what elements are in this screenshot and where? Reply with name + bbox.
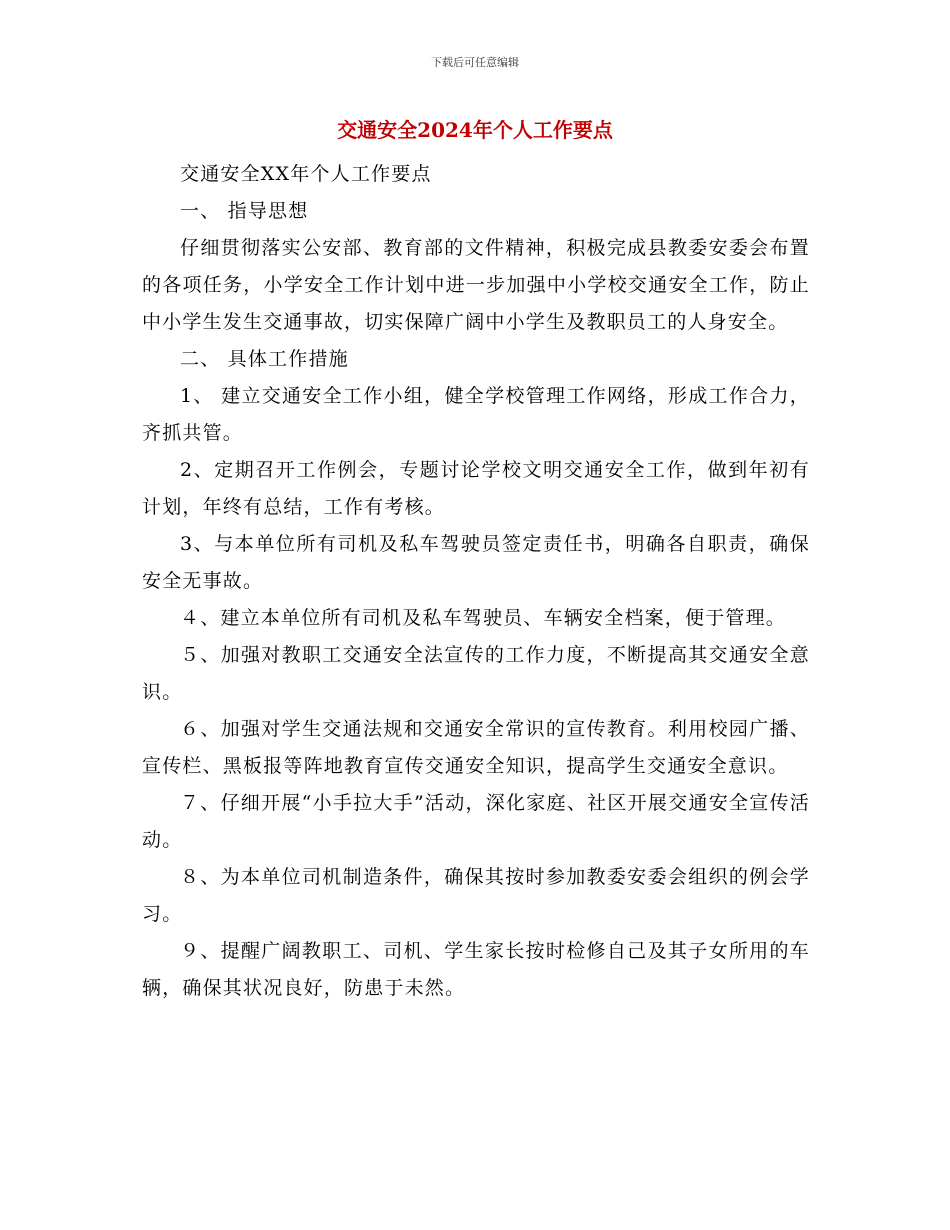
measure-item-1: 1、 建立交通安全工作小组，健全学校管理工作网络，形成工作合力，齐抓共管。 [142,385,810,444]
measure-item-8: ８、为本单位司机制造条件，确保其按时参加教委安委会组织的例会学习。 [142,866,810,925]
measure-item-7: ７、仔细开展“小手拉大手”活动，深化家庭、社区开展交通安全宣传活动。 [142,792,810,851]
measure-item-5: ５、加强对教职工交通安全法宣传的工作力度，不断提高其交通安全意识。 [142,644,810,703]
paragraph-guiding-thought: 仔细贯彻落实公安部、教育部的文件精神，积极完成县教委安委会布置的各项任务，小学安全工作计划中进一步加强中小学校交通安全工作，防止中小学生发生交通事故，切实保障广阔中小学生及教职员工的人身安全。 [142,237,810,333]
section-heading-measures: 二、 具体工作措施 [180,348,349,370]
header-note: 下载后可任意编辑 [431,56,519,69]
measure-item-2: 2、定期召开工作例会，专题讨论学校文明交通安全工作，做到年初有计划，年终有总结，工作有考核。 [142,459,810,518]
measure-item-6: ６、加强对学生交通法规和交通安全常识的宣传教育。利用校园广播、宣传栏、黑板报等阵地教育宣传交通安全知识，提高学生交通安全意识。 [142,718,810,777]
subtitle-line: 交通安全XX年个人工作要点 [180,163,432,185]
measure-item-3: 3、与本单位所有司机及私车驾驶员签定责任书，明确各自职责，确保安全无事故。 [142,533,810,592]
document-title: 交通安全2024年个人工作要点 [337,118,613,142]
measure-item-9: ９、提醒广阔教职工、司机、学生家长按时检修自己及其子女所用的车辆，确保其状况良好，防患于未然。 [142,940,810,999]
document-body [142,156,810,1007]
measure-item-4: ４、建立本单位所有司机及私车驾驶员、车辆安全档案，便于管理。 [180,607,787,629]
section-heading-guiding-thought: 一、 指导思想 [180,200,309,222]
